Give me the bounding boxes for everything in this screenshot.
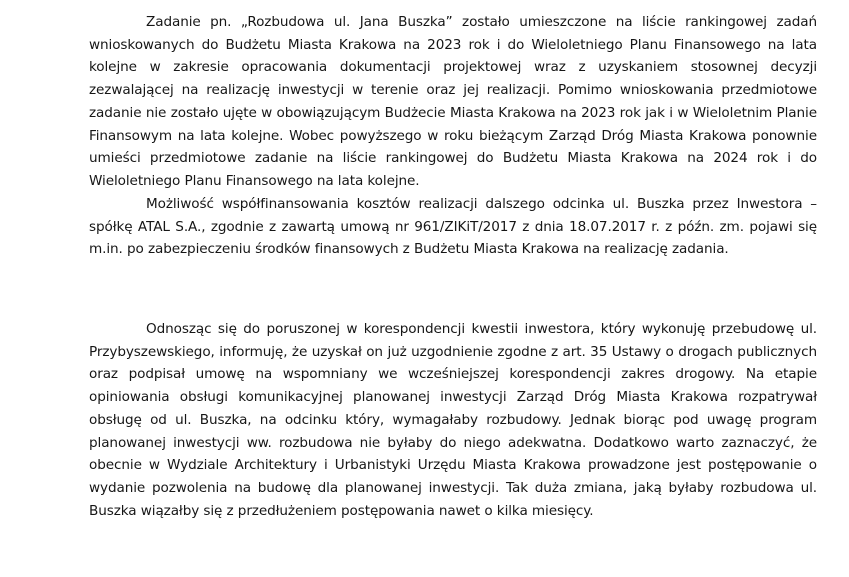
paragraph-investor-przybyszewskiego: Odnosząc się do poruszonej w korespondencji kwestii inwestora, który wykonuję przebudowę ul. Przybyszewskiego, informuję, że uzyskał on już uzgodnienie zgodne z art. 35 Ustawy o drogach publicznych oraz podpisał umowę na wspomniany we wcześniejszej korespondencji zakres drogowy. Na etapie opiniowania obsługi komunikacyjnej planowanej inwestycji Zarząd Dróg Miasta Krakowa rozpatrywał obsługę od ul. Buszka, na odcinku który, wymagałaby rozbudowy. Jednak biorąc pod uwagę program planowanej inwestycji ww. rozbudowa nie byłaby do niego adekwatna. Dodatkowo warto zaznaczyć, że obecnie w Wydziale Architektury i Urbanistyki Urzędu Miasta Krakowa prowadzone jest postępowanie o wydanie pozwolenia na budowę dla planowanej inwestycji. Tak duża zmiana, jaką byłaby rozbudowa ul. Buszka wiązałby się z przedłużeniem postępowania nawet o kilka miesięcy. [89,321,817,519]
paragraph-budget-ranking: Zadanie pn. „Rozbudowa ul. Jana Buszka” zostało umieszczone na liście rankingowej zadań wnioskowanych do Budżetu Miasta Krakowa na 2023 rok i do Wieloletniego Planu Finansowego na lata kolejne w zakresie opracowania dokumentacji projektowej wraz z uzyskaniem stosownej decyzji zezwalającej na realizację inwestycji w terenie oraz jej realizacji. Pomimo wnioskowania przedmiotowe zadanie nie zostało ujęte w obowiązującym Budżecie Miasta Krakowa na 2023 rok jak i w Wieloletnim Planie Finansowym na lata kolejne. Wobec powyższego w roku bieżącym Zarząd Dróg Miasta Krakowa ponownie umieści przedmiotowe zadanie na liście rankingowej do Budżetu Miasta Krakowa na 2024 rok i do Wieloletniego Planu Finansowego na lata kolejne. [89,14,817,189]
paragraph-cofinancing: Możliwość współfinansowania kosztów realizacji dalszego odcinka ul. Buszka przez Inwestora – spółkę ATAL S.A., zgodnie z zawartą umową nr 961/ZIKiT/2017 z dnia 18.07.2017 r. z późn. zm. pojawi się m.in. po zabezpieczeniu środków finansowych z Budżetu Miasta Krakowa na realizację zadania. [89,196,817,258]
